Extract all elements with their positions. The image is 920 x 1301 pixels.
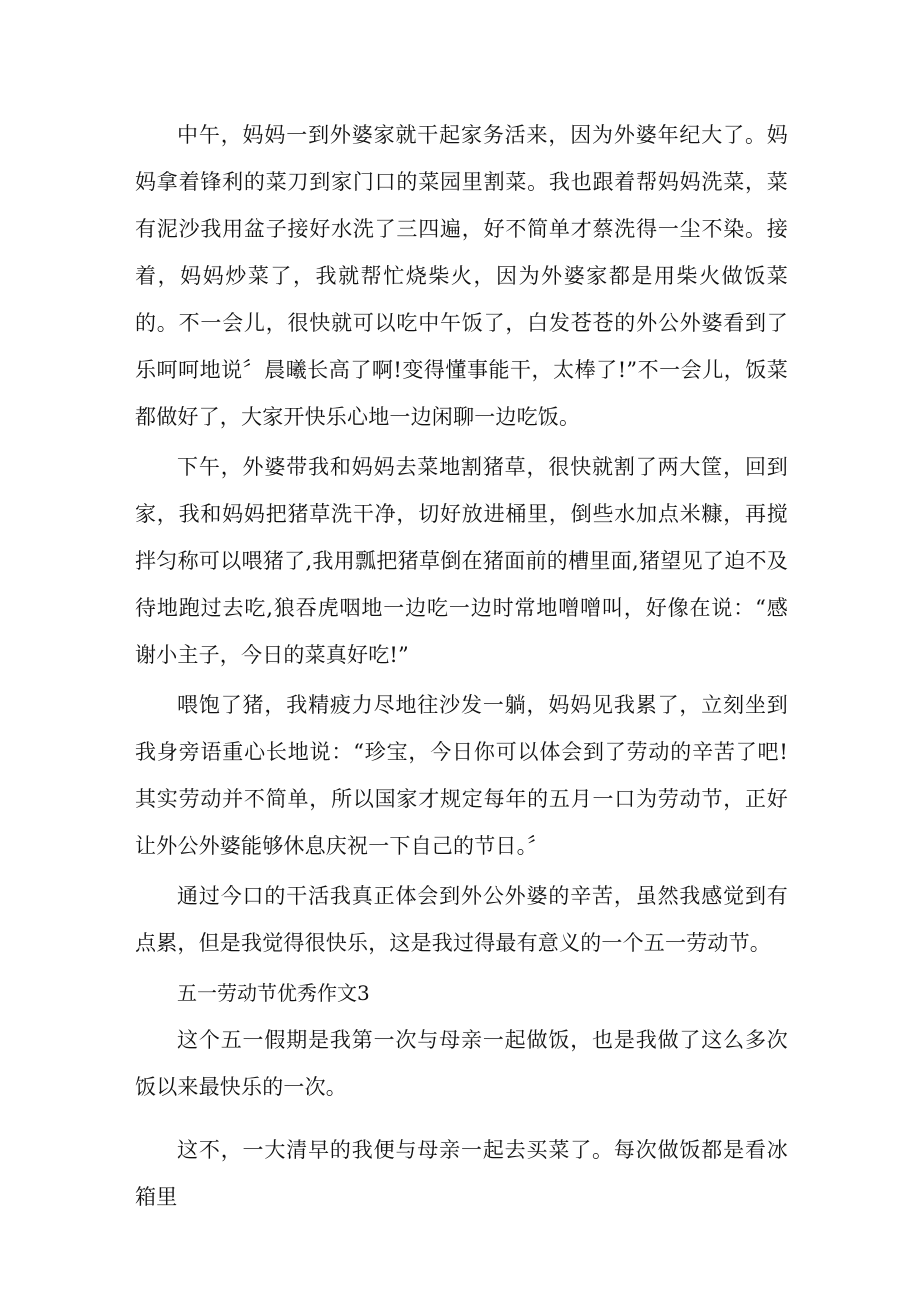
paragraph-conclusion: 通过今口的干活我真正体会到外公外婆的辛苦，虽然我感觉到有点累，但是我觉得很快乐，这是我过得最有意义的一个五一劳动节。 [135, 884, 788, 955]
paragraph-rest: 喂饱了猪，我精疲力尽地往沙发一躺，妈妈见我累了，立刻坐到我身旁语重心长地说：“珍宝，今日你可以体会到了劳动的辛苦了吧!其实劳动并不简单，所以国家才规定每年的五月一口为劳动节，正好让外公外婆能够休息庆祝一下自己的节日。〞 [135, 693, 788, 858]
essay-heading: 五一劳动节优秀作文3 [177, 981, 370, 1005]
paragraph-afternoon: 下午，外婆带我和妈妈去菜地割猪草，很快就割了两大筐，回到家，我和妈妈把猪草洗干净，切好放进桶里，倒些水加点米糠，再搅拌匀称可以喂猪了,我用瓢把猪草倒在猪面前的槽里面,猪望见了迫不及待地跑过去吃,狼吞虎咽地一边吃一边时常地噌噌叫，好像在说：“感谢小主子，今日的菜真好吃!” [135, 455, 788, 667]
paragraph-lunch: 中午，妈妈一到外婆家就干起家务活来，因为外婆年纪大了。妈妈拿着锋利的菜刀到家门口的菜园里割菜。我也跟着帮妈妈洗菜，菜有泥沙我用盆子接好水洗了三四遍，好不简单才蔡洗得一尘不染。接着，妈妈炒菜了，我就帮忙烧柴火，因为外婆家都是用柴火做饭菜的。不一会儿，很快就可以吃中午饭了，白发苍苍的外公外婆看到了乐呵呵地说〞晨曦长高了啊!变得懂事能干，太棒了!”不一会儿，饭菜都做好了，大家开快乐心地一边闲聊一边吃饭。 [135, 123, 788, 429]
document-body [135, 112, 788, 1221]
paragraph-shopping: 这不，一大清早的我便与母亲一起去买菜了。每次做饭都是看冰箱里 [135, 1138, 788, 1209]
paragraph-intro: 这个五一假期是我第一次与母亲一起做饭，也是我做了这么多次饭以来最快乐的一次。 [135, 1028, 788, 1099]
